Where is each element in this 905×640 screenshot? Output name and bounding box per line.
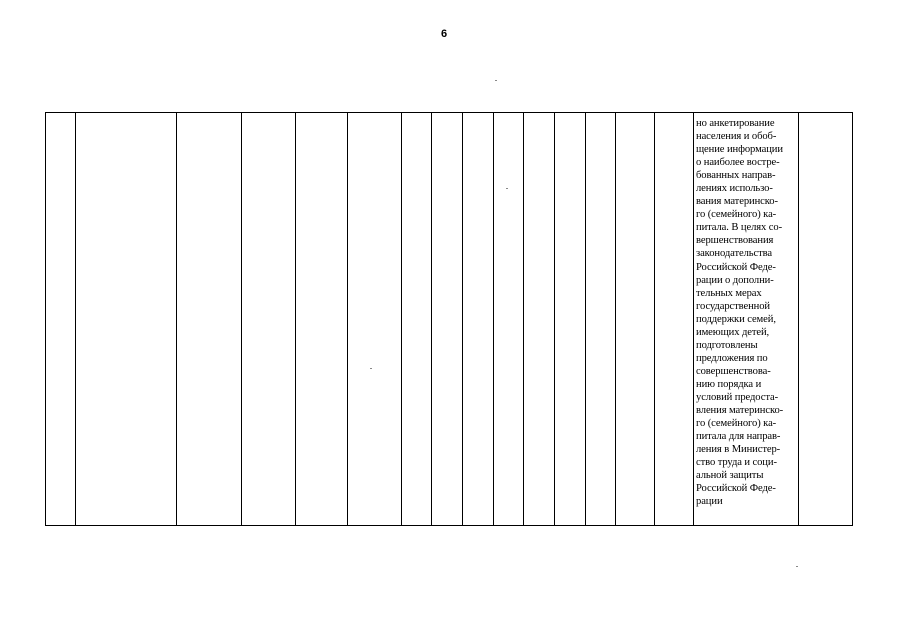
column-divider: [347, 113, 348, 525]
column-divider: [401, 113, 402, 525]
description-line: питала. В целях со-: [696, 222, 782, 234]
column-divider: [615, 113, 616, 525]
description-line: вершенствования: [696, 235, 774, 247]
description-line: поддержки семей,: [696, 313, 776, 325]
description-line: предложения по: [696, 352, 768, 364]
description-line: Российской Феде-: [696, 261, 776, 273]
description-line: населения и обоб-: [696, 131, 777, 143]
column-divider: [654, 113, 655, 525]
description-line: о наиболее востре-: [696, 157, 780, 169]
scan-speck: [796, 566, 798, 567]
description-line: питала для направ-: [696, 431, 781, 443]
description-line: ления в Министер-: [696, 444, 781, 456]
description-line: ство труда и соци-: [696, 457, 777, 469]
description-cell-text: [696, 117, 800, 508]
description-line: лениях использо-: [696, 183, 773, 195]
column-divider: [693, 113, 694, 525]
column-divider: [585, 113, 586, 525]
description-line: рации: [696, 496, 723, 508]
description-line: совершенствова-: [696, 365, 771, 377]
column-divider: [75, 113, 76, 525]
column-divider: [295, 113, 296, 525]
scan-speck: [495, 80, 497, 81]
description-line: вания материнско-: [696, 196, 778, 208]
description-line: вления материнско-: [696, 405, 784, 417]
description-line: нию порядка и: [696, 378, 762, 390]
column-divider: [554, 113, 555, 525]
column-divider: [523, 113, 524, 525]
description-line: бованных направ-: [696, 170, 776, 182]
description-line: Российской Феде-: [696, 483, 776, 495]
description-line: тельных мерах: [696, 287, 762, 299]
column-divider: [462, 113, 463, 525]
description-line: подготовлены: [696, 339, 758, 351]
description-line: законодательства: [696, 248, 773, 260]
column-divider: [493, 113, 494, 525]
description-line: го (семейного) ка-: [696, 418, 777, 430]
description-line: но анкетирование: [696, 118, 775, 129]
description-line: щение информации: [696, 144, 783, 156]
page-number: 6: [440, 28, 448, 40]
column-divider: [241, 113, 242, 525]
description-line: имеющих детей,: [696, 326, 770, 338]
description-line: го (семейного) ка-: [696, 209, 777, 221]
description-line: альной защиты: [696, 470, 764, 482]
description-line: рации о дополни-: [696, 274, 774, 286]
description-line: государственной: [696, 300, 771, 312]
column-divider: [176, 113, 177, 525]
scan-speck: [506, 188, 508, 189]
scan-speck: [370, 368, 372, 369]
data-table: [45, 112, 853, 526]
column-divider: [431, 113, 432, 525]
description-line: условий предоста-: [696, 391, 779, 403]
